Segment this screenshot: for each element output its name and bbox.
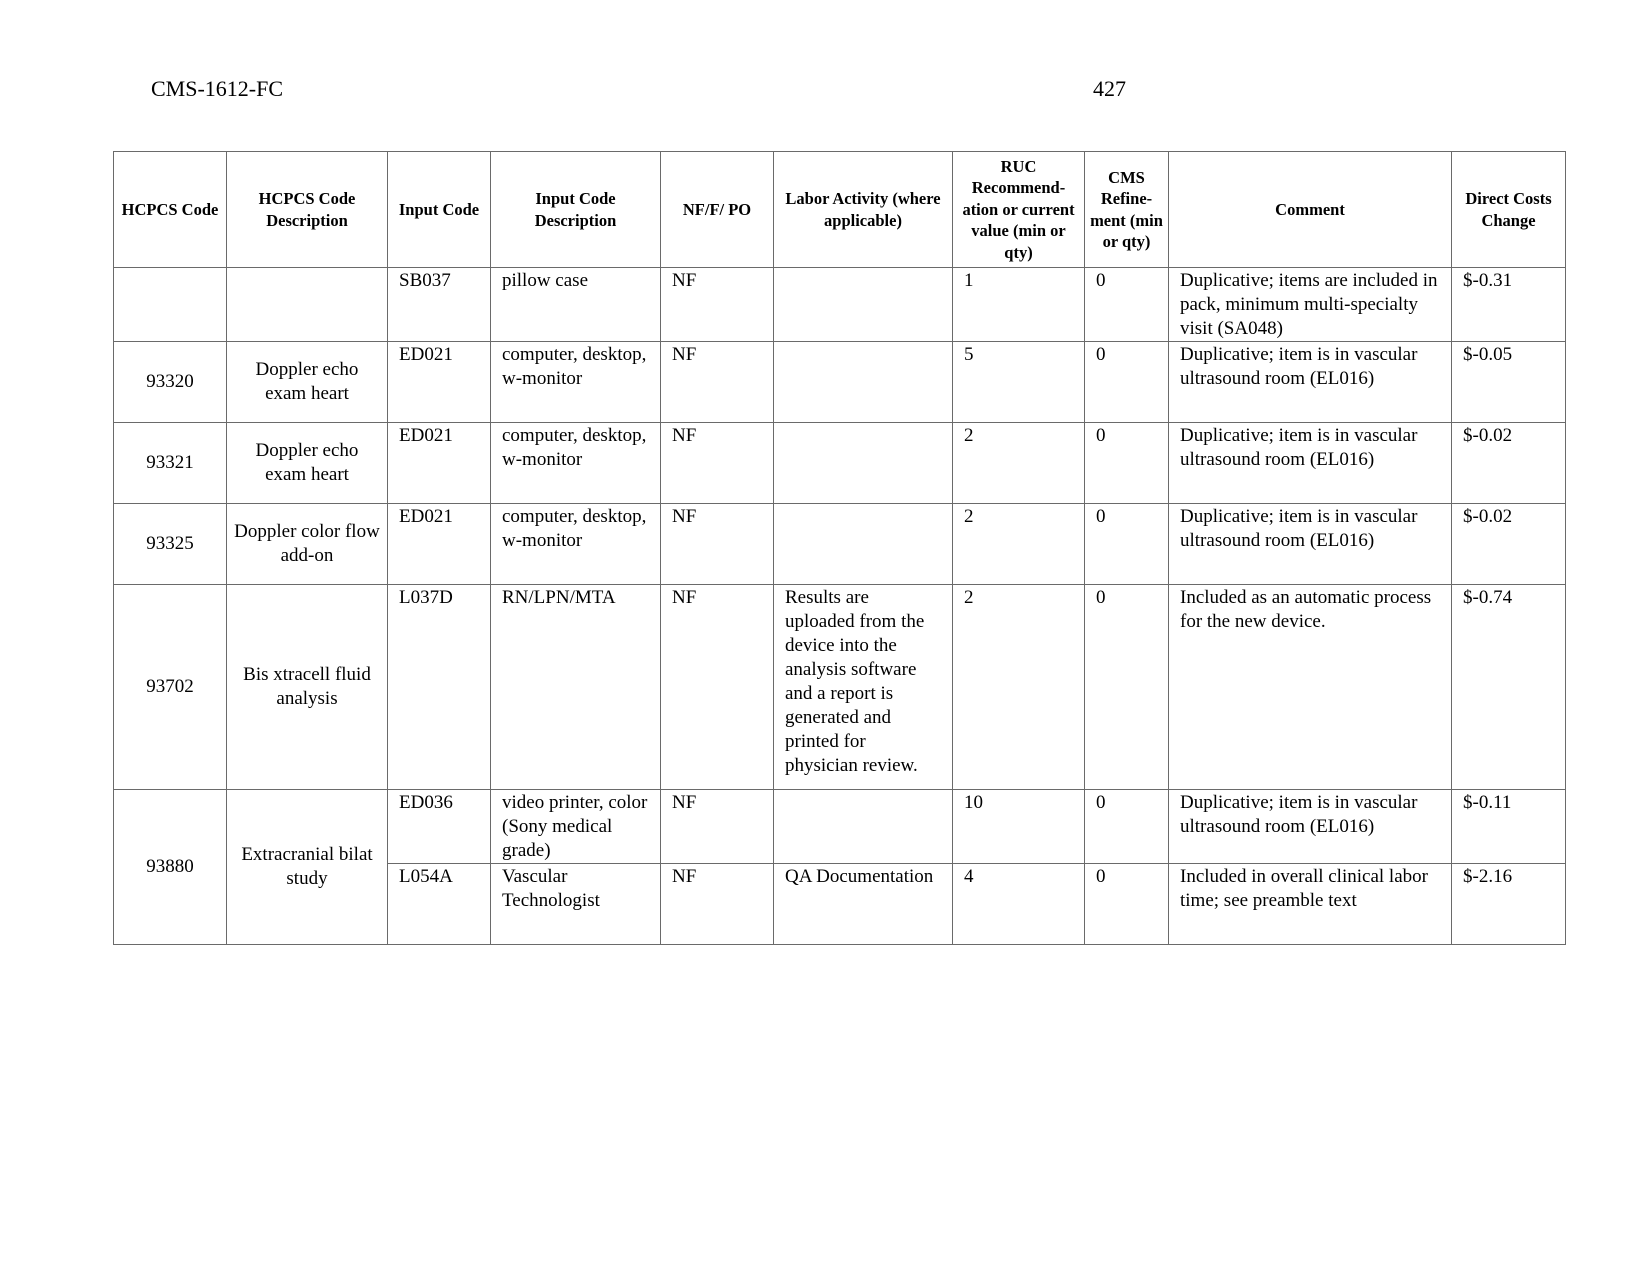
comment-cell: Duplicative; item is in vascular ultrasound room (EL016) [1169,790,1452,864]
cms-refinement-cell: 0 [1085,585,1169,790]
ruc-value-cell: 2 [953,423,1085,504]
table-header-row [114,152,1566,268]
comment-cell: Duplicative; items are included in pack, minimum multi-specialty visit (SA048) [1169,268,1452,342]
table-row [114,504,1566,585]
column-header: Comment [1169,152,1452,268]
cms-refinement-cell: 0 [1085,268,1169,342]
direct-costs-change-cell: $-0.74 [1452,585,1566,790]
direct-costs-change-cell: $-0.02 [1452,504,1566,585]
pe-refinements-table [113,151,1566,945]
hcpcs-code-cell: 93325 [114,504,227,585]
column-header: Input Code Description [491,152,661,268]
input-description-cell: pillow case [491,268,661,342]
hcpcs-description-cell: Doppler echo exam heart [227,423,388,504]
table-row [114,790,1566,864]
comment-cell: Duplicative; item is in vascular ultrasound room (EL016) [1169,504,1452,585]
labor-activity-cell: QA Documentation [774,864,953,945]
comment-cell: Duplicative; item is in vascular ultrasound room (EL016) [1169,342,1452,423]
table-body [114,268,1566,945]
nf-f-po-cell: NF [661,423,774,504]
ruc-value-cell: 1 [953,268,1085,342]
cms-refinement-cell: 0 [1085,342,1169,423]
cms-refinement-cell: 0 [1085,790,1169,864]
direct-costs-change-cell: $-0.05 [1452,342,1566,423]
input-code-cell: ED021 [388,342,491,423]
nf-f-po-cell: NF [661,342,774,423]
ruc-value-cell: 5 [953,342,1085,423]
column-header: Labor Activity (where applicable) [774,152,953,268]
input-description-cell: computer, desktop, w-monitor [491,423,661,504]
labor-activity-cell: Results are uploaded from the device into the analysis software and a report is generated and printed for physician review. [774,585,953,790]
nf-f-po-cell: NF [661,504,774,585]
hcpcs-description-cell [227,268,388,342]
labor-activity-cell [774,790,953,864]
hcpcs-code-cell [114,268,227,342]
column-header: NF/F/ PO [661,152,774,268]
input-code-cell: L054A [388,864,491,945]
column-header: CMS Refine-ment (min or qty) [1085,152,1169,268]
hcpcs-code-cell: 93321 [114,423,227,504]
input-code-cell: L037D [388,585,491,790]
ruc-value-cell: 4 [953,864,1085,945]
table-row [114,268,1566,342]
input-description-cell: video printer, color (Sony medical grade) [491,790,661,864]
cms-refinement-cell: 0 [1085,864,1169,945]
page-number: 427 [1093,76,1126,101]
column-header: RUC Recommend-ation or current value (min or qty) [953,152,1085,268]
column-header: Direct Costs Change [1452,152,1566,268]
nf-f-po-cell: NF [661,268,774,342]
labor-activity-cell [774,423,953,504]
table-row [114,423,1566,504]
column-header: HCPCS Code Description [227,152,388,268]
input-code-cell: ED021 [388,423,491,504]
column-header: HCPCS Code [114,152,227,268]
labor-activity-cell [774,268,953,342]
ruc-value-cell: 2 [953,585,1085,790]
input-description-cell: computer, desktop, w-monitor [491,504,661,585]
labor-activity-cell [774,342,953,423]
nf-f-po-cell: NF [661,790,774,864]
input-description-cell: RN/LPN/MTA [491,585,661,790]
hcpcs-description-cell: Doppler color flow add-on [227,504,388,585]
hcpcs-description-cell: Extracranial bilat study [227,790,388,945]
comment-cell: Included in overall clinical labor time; see preamble text [1169,864,1452,945]
labor-activity-cell [774,504,953,585]
nf-f-po-cell: NF [661,585,774,790]
hcpcs-code-cell: 93880 [114,790,227,945]
input-code-cell: SB037 [388,268,491,342]
input-description-cell: computer, desktop, w-monitor [491,342,661,423]
direct-costs-change-cell: $-0.31 [1452,268,1566,342]
direct-costs-change-cell: $-0.11 [1452,790,1566,864]
cms-refinement-cell: 0 [1085,423,1169,504]
input-description-cell: Vascular Technologist [491,864,661,945]
cms-refinement-cell: 0 [1085,504,1169,585]
column-header: Input Code [388,152,491,268]
direct-costs-change-cell: $-0.02 [1452,423,1566,504]
nf-f-po-cell: NF [661,864,774,945]
table-row [114,342,1566,423]
table-row [114,585,1566,790]
ruc-value-cell: 10 [953,790,1085,864]
input-code-cell: ED036 [388,790,491,864]
input-code-cell: ED021 [388,504,491,585]
hcpcs-code-cell: 93320 [114,342,227,423]
ruc-value-cell: 2 [953,504,1085,585]
comment-cell: Included as an automatic process for the new device. [1169,585,1452,790]
hcpcs-code-cell: 93702 [114,585,227,790]
hcpcs-description-cell: Bis xtracell fluid analysis [227,585,388,790]
comment-cell: Duplicative; item is in vascular ultrasound room (EL016) [1169,423,1452,504]
direct-costs-change-cell: $-2.16 [1452,864,1566,945]
hcpcs-description-cell: Doppler echo exam heart [227,342,388,423]
document-id: CMS-1612-FC [151,76,284,101]
